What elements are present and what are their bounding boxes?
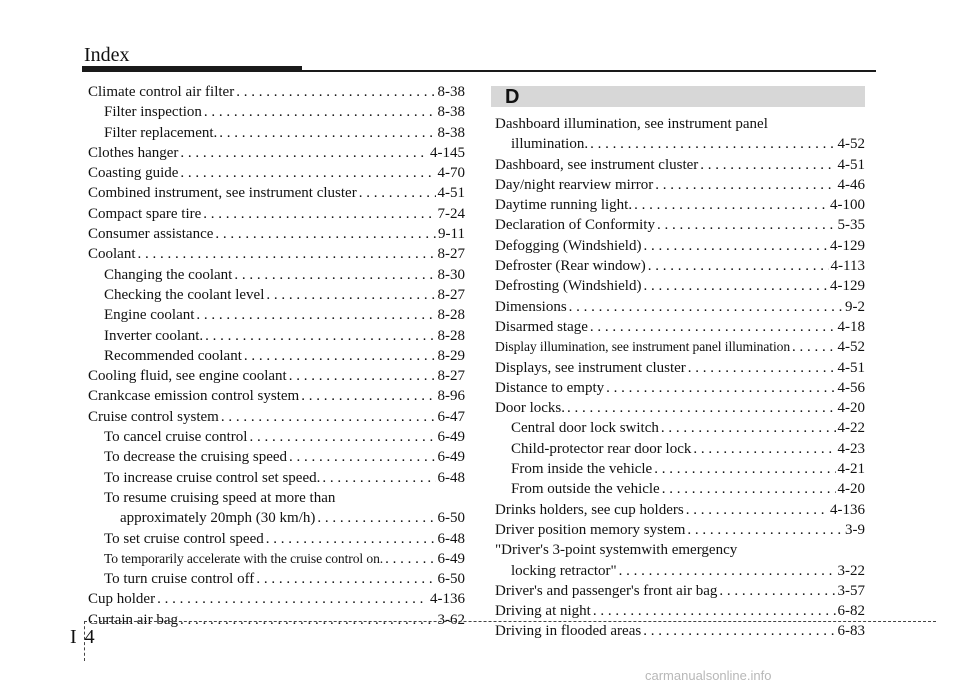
- entry-page: 8-27: [437, 286, 465, 303]
- entry-page: 3-62: [437, 611, 465, 628]
- entry-label: Driver position memory system: [495, 521, 686, 538]
- entry-page: 8-38: [437, 124, 465, 141]
- index-entry: [495, 358, 865, 378]
- index-entry: [495, 297, 865, 317]
- dot-leader: [792, 337, 835, 357]
- entry-page: 4-136: [430, 591, 465, 608]
- entry-page: 9-11: [438, 226, 465, 243]
- entry-label: Changing the coolant: [104, 266, 233, 283]
- entry-label: approximately 20mph (30 km/h): [120, 510, 316, 527]
- dot-leader: [266, 285, 435, 305]
- entry-label: To cancel cruise control: [104, 429, 248, 446]
- entry-label: Curtain air bag: [88, 611, 178, 628]
- entry-page: 6-49: [437, 449, 465, 466]
- dot-leader: [205, 326, 435, 346]
- dot-leader: [138, 244, 436, 264]
- dot-leader: [662, 479, 836, 499]
- index-entry: [495, 540, 865, 560]
- entry-page: 6-50: [437, 571, 465, 588]
- entry-label: Child-protector rear door lock: [511, 440, 692, 457]
- index-entry: [495, 175, 865, 195]
- dot-leader: [385, 549, 435, 569]
- index-entry: [495, 236, 865, 256]
- dot-leader: [654, 459, 835, 479]
- index-entry: [88, 589, 465, 609]
- index-entry: [88, 346, 465, 366]
- entry-label: "Driver's 3-point systemwith emergency: [495, 542, 738, 559]
- entry-page: 8-38: [437, 104, 465, 121]
- index-entry: [88, 143, 465, 163]
- section-letter-bar: [491, 86, 865, 107]
- entry-page: 8-28: [437, 307, 465, 324]
- entry-label: Dashboard, see instrument cluster: [495, 156, 699, 173]
- entry-label: Cooling fluid, see engine coolant: [88, 368, 287, 385]
- entry-page: 4-136: [830, 501, 865, 518]
- dot-leader: [657, 215, 836, 235]
- entry-page: 4-23: [837, 440, 865, 457]
- dot-leader: [643, 276, 828, 296]
- index-entry: [495, 256, 865, 276]
- entry-label: To set cruise control speed: [104, 530, 264, 547]
- entry-page: 3-22: [837, 562, 865, 579]
- entry-label: Checking the coolant level: [104, 286, 265, 303]
- entry-page: 6-49: [437, 429, 465, 446]
- entry-label: Declaration of Conformity: [495, 217, 655, 234]
- dot-leader: [643, 236, 828, 256]
- entry-label: illumination.: [511, 136, 589, 153]
- index-entry: [88, 407, 465, 427]
- entry-page: 6-82: [837, 603, 865, 620]
- index-entry: [88, 508, 465, 528]
- index-entry: [495, 520, 865, 540]
- section-letter: D: [505, 86, 520, 108]
- entry-page: 4-129: [830, 278, 865, 295]
- index-entry: [88, 569, 465, 589]
- page-folio: [70, 626, 95, 649]
- entry-label: Dashboard illumination, see instrument panel: [495, 116, 768, 132]
- dot-leader: [655, 175, 835, 195]
- entry-page: 6-83: [837, 623, 865, 640]
- dot-leader: [634, 195, 828, 215]
- entry-page: 8-29: [437, 347, 465, 364]
- index-entry: [495, 500, 865, 520]
- header-rule-thick: [82, 66, 302, 72]
- entry-label: Crankcase emission control system: [88, 388, 300, 405]
- footer-dashed-rule: [84, 621, 936, 622]
- dot-leader: [180, 610, 436, 630]
- dot-leader: [244, 346, 436, 366]
- entry-label: Coasting guide: [88, 165, 179, 182]
- dot-leader: [606, 378, 835, 398]
- index-entry: [88, 163, 465, 183]
- entry-label: Coolant: [88, 246, 136, 263]
- dot-leader: [567, 398, 836, 418]
- entry-page: 8-30: [437, 266, 465, 283]
- index-entry: [495, 195, 865, 215]
- index-entry: [88, 447, 465, 467]
- dot-leader: [236, 82, 435, 102]
- header-rule-thin: [302, 70, 876, 72]
- entry-page: 6-50: [437, 510, 465, 527]
- dot-leader: [648, 256, 829, 276]
- entry-label: locking retractor": [511, 562, 617, 579]
- entry-label: To turn cruise control off: [104, 571, 255, 588]
- index-entry: [495, 621, 865, 641]
- dot-leader: [688, 358, 836, 378]
- entry-label: Defroster (Rear window): [495, 258, 646, 275]
- index-entry: [495, 317, 865, 337]
- dot-leader: [619, 561, 836, 581]
- index-column-left: [88, 82, 465, 630]
- entry-label: Consumer assistance: [88, 226, 214, 243]
- index-entry: [88, 285, 465, 305]
- entry-page: 6-47: [437, 408, 465, 425]
- dot-leader: [569, 297, 843, 317]
- index-entry: [495, 459, 865, 479]
- entry-page: 4-51: [437, 185, 465, 202]
- dot-leader: [289, 447, 435, 467]
- index-entry: [88, 427, 465, 447]
- entry-label: Defrosting (Windshield): [495, 278, 642, 295]
- entry-page: 9-2: [845, 298, 865, 315]
- dot-leader: [204, 102, 436, 122]
- entry-page: 4-70: [437, 165, 465, 182]
- entry-page: 5-35: [837, 217, 865, 234]
- folio-page-number: 4: [84, 626, 95, 648]
- dot-leader: [219, 123, 435, 143]
- index-entry: [88, 366, 465, 386]
- dot-leader: [590, 134, 835, 154]
- entry-page: 6-48: [437, 530, 465, 547]
- entry-page: 4-52: [837, 136, 865, 153]
- entry-label: Driving at night: [495, 603, 591, 620]
- dot-leader: [700, 155, 835, 175]
- index-entry: [495, 134, 865, 154]
- dot-leader: [221, 407, 436, 427]
- watermark[interactable]: carmanualsonline.info: [645, 668, 772, 683]
- dot-leader: [643, 621, 835, 641]
- entry-label: Disarmed stage: [495, 318, 588, 335]
- dot-leader: [686, 500, 828, 520]
- entry-page: 8-96: [437, 388, 465, 405]
- index-column-right: [495, 114, 865, 642]
- entry-label: Cup holder: [88, 591, 156, 608]
- entry-label: Climate control air filter: [88, 84, 235, 100]
- index-entry: [88, 549, 465, 569]
- dot-leader: [359, 183, 436, 203]
- entry-label: To increase cruise control set speed.: [104, 469, 321, 486]
- page-title: Index: [84, 44, 130, 66]
- entry-page: 4-52: [837, 339, 865, 356]
- index-entry: [88, 529, 465, 549]
- entry-label: Filter replacement.: [104, 124, 218, 141]
- index-entry: [88, 204, 465, 224]
- dot-leader: [180, 143, 428, 163]
- index-entry: [88, 244, 465, 264]
- index-entry: [88, 102, 465, 122]
- entry-page: 4-113: [830, 258, 865, 275]
- entry-page: 8-28: [437, 327, 465, 344]
- dot-leader: [317, 508, 435, 528]
- index-entry: [495, 276, 865, 296]
- dot-leader: [203, 204, 435, 224]
- entry-label: Driver's and passenger's front air bag: [495, 582, 718, 599]
- entry-label: From inside the vehicle: [511, 461, 653, 478]
- entry-label: Display illumination, see instrument panel illumination: [495, 339, 791, 355]
- index-entry: [88, 386, 465, 406]
- entry-page: 4-51: [837, 156, 865, 173]
- entry-label: Defogging (Windshield): [495, 237, 642, 254]
- index-entry: [88, 265, 465, 285]
- dot-leader: [661, 418, 836, 438]
- entry-label: Daytime running light.: [495, 197, 633, 214]
- dot-leader: [590, 317, 836, 337]
- dot-leader: [196, 305, 435, 325]
- index-entry: [88, 468, 465, 488]
- entry-page: 4-145: [430, 144, 465, 161]
- dot-leader: [719, 581, 835, 601]
- entry-page: 4-22: [837, 420, 865, 437]
- entry-label: From outside the vehicle: [511, 481, 660, 498]
- dot-leader: [693, 439, 835, 459]
- entry-label: Recommended coolant: [104, 347, 242, 364]
- index-entry: [495, 418, 865, 438]
- folio-section: I: [70, 626, 77, 648]
- entry-label: Door locks.: [495, 400, 565, 417]
- entry-page: 4-18: [837, 318, 865, 335]
- entry-page: 4-100: [830, 197, 865, 214]
- entry-page: 4-56: [837, 379, 865, 396]
- index-entry: [495, 114, 865, 134]
- index-entry: [495, 215, 865, 235]
- dot-leader: [322, 468, 435, 488]
- entry-label: Distance to empty: [495, 379, 605, 396]
- index-entry: [88, 488, 465, 508]
- index-entry: [495, 337, 865, 357]
- dot-leader: [180, 163, 435, 183]
- dot-leader: [289, 366, 436, 386]
- entry-page: 6-49: [437, 550, 465, 567]
- dot-leader: [256, 569, 435, 589]
- index-entry: [88, 123, 465, 143]
- entry-page: 8-27: [437, 246, 465, 263]
- entry-label: Dimensions: [495, 298, 567, 315]
- entry-label: Engine coolant: [104, 307, 195, 324]
- entry-label: Day/night rearview mirror: [495, 176, 654, 193]
- index-entry: [88, 305, 465, 325]
- entry-label: Cruise control system: [88, 408, 219, 425]
- index-entry: [495, 398, 865, 418]
- index-entry: [495, 479, 865, 499]
- dot-leader: [593, 601, 836, 621]
- dot-leader: [687, 520, 843, 540]
- entry-page: 4-51: [837, 359, 865, 376]
- dot-leader: [157, 589, 428, 609]
- entry-label: Clothes hanger: [88, 144, 179, 161]
- entry-label: Displays, see instrument cluster: [495, 359, 686, 376]
- entry-page: 4-46: [837, 176, 865, 193]
- dot-leader: [301, 386, 435, 406]
- index-entry: [495, 601, 865, 621]
- index-entry: [88, 82, 465, 102]
- index-entry: [88, 326, 465, 346]
- dot-leader: [249, 427, 435, 447]
- index-entry: [88, 610, 465, 630]
- entry-page: 4-20: [837, 400, 865, 417]
- dot-leader: [234, 265, 435, 285]
- entry-label: To resume cruising speed at more than: [104, 489, 336, 506]
- entry-label: To decrease the cruising speed: [104, 449, 288, 466]
- entry-label: Driving in flooded areas: [495, 623, 642, 640]
- entry-label: To temporarily accelerate with the cruise control on.: [104, 550, 384, 566]
- entry-label: Drinks holders, see cup holders: [495, 501, 684, 518]
- entry-label: Combined instrument, see instrument cluster: [88, 185, 357, 202]
- dot-leader: [266, 529, 436, 549]
- entry-page: 3-9: [845, 521, 865, 538]
- index-entry: [88, 224, 465, 244]
- entry-page: 4-20: [837, 481, 865, 498]
- index-entry: [88, 183, 465, 203]
- entry-page: 4-129: [830, 237, 865, 254]
- entry-page: 3-57: [837, 582, 865, 599]
- entry-label: Central door lock switch: [511, 420, 659, 437]
- entry-page: 6-48: [437, 469, 465, 486]
- dot-leader: [215, 224, 436, 244]
- entry-page: 7-24: [437, 205, 465, 222]
- index-entry: [495, 439, 865, 459]
- index-entry: [495, 378, 865, 398]
- index-entry: [495, 581, 865, 601]
- index-entry: [495, 561, 865, 581]
- index-entry: [495, 155, 865, 175]
- entry-page: 8-27: [437, 368, 465, 385]
- entry-label: Inverter coolant.: [104, 327, 204, 344]
- entry-label: Compact spare tire: [88, 205, 202, 222]
- entry-page: 4-21: [837, 461, 865, 478]
- entry-label: Filter inspection: [104, 104, 202, 121]
- entry-page: 8-38: [437, 84, 465, 100]
